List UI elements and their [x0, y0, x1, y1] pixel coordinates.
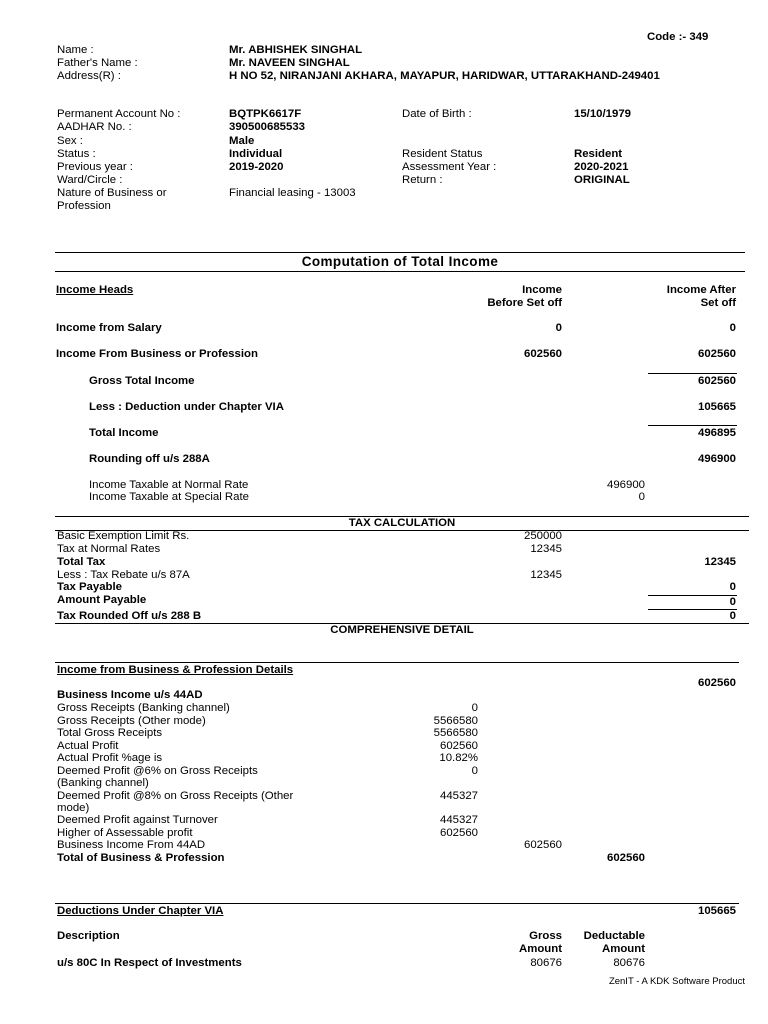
sex-label: Sex :	[57, 135, 83, 147]
actual-profit-value: 602560	[439, 740, 478, 752]
business-before-value: 602560	[523, 348, 562, 360]
total-tax-label: Total Tax	[57, 556, 106, 568]
pan-label: Permanent Account No :	[57, 108, 181, 120]
divider-line	[55, 903, 739, 904]
normal-tax-value: 12345	[530, 543, 562, 555]
normal-rate-value: 496900	[606, 479, 645, 491]
gross-total-income-label: Gross Total Income	[89, 375, 195, 387]
exemption-label: Basic Exemption Limit Rs.	[57, 530, 190, 542]
deemed6-value: 0	[471, 765, 478, 777]
resident-status-label: Resident Status	[402, 148, 483, 160]
code-number: Code :- 349	[647, 31, 709, 43]
deduction-80c-label: u/s 80C In Respect of Investments	[57, 957, 242, 969]
actual-profit-label: Actual Profit	[57, 740, 119, 752]
nature-label-line2: Profession	[57, 200, 111, 212]
tax-calculation-title: TAX CALCULATION	[348, 517, 456, 529]
deductions-total: 105665	[697, 905, 736, 917]
higher-profit-value: 602560	[439, 827, 478, 839]
gross-total-income-value: 602560	[697, 375, 736, 387]
status-label: Status :	[57, 148, 96, 160]
previous-year-label: Previous year :	[57, 161, 133, 173]
dob-label: Date of Birth :	[402, 108, 472, 120]
tax-payable-value: 0	[729, 581, 736, 593]
divider-line	[55, 662, 739, 663]
total-gross-value: 5566580	[433, 727, 478, 739]
nature-label-line1: Nature of Business or	[57, 187, 167, 199]
divider-line	[55, 271, 745, 272]
computation-title: Computation of Total Income	[301, 254, 499, 269]
total-bp-value: 602560	[606, 852, 645, 864]
profit-percent-label: Actual Profit %age is	[57, 752, 163, 764]
other-receipts-label: Gross Receipts (Other mode)	[57, 715, 206, 727]
normal-tax-label: Tax at Normal Rates	[57, 543, 161, 555]
business-details-title: Income from Business & Profession Details	[57, 664, 294, 676]
father-value: Mr. NAVEEN SINGHAL	[229, 57, 350, 69]
special-rate-label: Income Taxable at Special Rate	[89, 491, 249, 503]
sum-line	[648, 425, 737, 426]
total-tax-value: 12345	[704, 556, 736, 568]
status-value: Individual	[229, 148, 283, 160]
deemed8-label-line1: Deemed Profit @8% on Gross Receipts (Other	[57, 790, 294, 802]
rebate-label: Less : Tax Rebate u/s 87A	[57, 569, 190, 581]
deemed6-label-line2: (Banking channel)	[57, 777, 149, 789]
rebate-value: 12345	[530, 569, 562, 581]
tax-rounded-label: Tax Rounded Off u/s 288 B	[57, 610, 202, 622]
dob-value: 15/10/1979	[574, 108, 632, 120]
rounding-value: 496900	[697, 453, 736, 465]
banking-receipts-value: 0	[471, 702, 478, 714]
deductable-amount-header-line2: Amount	[601, 943, 645, 955]
profit-percent-value: 10.82%	[439, 752, 478, 764]
deemed8-label-line2: mode)	[57, 802, 90, 814]
income-after-setoff-header-line2: Set off	[700, 297, 736, 309]
turnover-label: Deemed Profit against Turnover	[57, 814, 218, 826]
name-label: Name :	[57, 44, 94, 56]
deduction-label: Less : Deduction under Chapter VIA	[89, 401, 284, 413]
banking-receipts-label: Gross Receipts (Banking channel)	[57, 702, 230, 714]
amount-payable-label: Amount Payable	[57, 594, 147, 606]
total-gross-label: Total Gross Receipts	[57, 727, 163, 739]
name-value: Mr. ABHISHEK SINGHAL	[229, 44, 363, 56]
address-value: H NO 52, NIRANJANI AKHARA, MAYAPUR, HARIDWAR, UTTARAKHAND-249401	[229, 70, 660, 82]
total-income-value: 496895	[697, 427, 736, 439]
business-after-value: 602560	[697, 348, 736, 360]
address-label: Address(R) :	[57, 70, 121, 82]
father-label: Father's Name :	[57, 57, 138, 69]
income-heads-label: Income Heads	[56, 284, 134, 296]
footer-credit: ZenIT - A KDK Software Product	[608, 976, 745, 987]
deduction-value: 105665	[697, 401, 736, 413]
return-label: Return :	[402, 174, 443, 186]
rounding-label: Rounding off u/s 288A	[89, 453, 210, 465]
income-after-setoff-header-line1: Income After	[666, 284, 736, 296]
sex-value: Male	[229, 135, 255, 147]
tax-payable-label: Tax Payable	[57, 581, 123, 593]
tax-rounded-value: 0	[729, 610, 736, 622]
turnover-value: 445327	[439, 814, 478, 826]
salary-before-value: 0	[555, 322, 562, 334]
assessment-year-value: 2020-2021	[574, 161, 629, 173]
deductions-title: Deductions Under Chapter VIA	[57, 905, 224, 917]
salary-after-value: 0	[729, 322, 736, 334]
ward-label: Ward/Circle :	[57, 174, 123, 186]
aadhar-value: 390500685533	[229, 121, 306, 133]
amount-payable-value: 0	[729, 596, 736, 608]
salary-label: Income from Salary	[56, 322, 162, 334]
description-header: Description	[57, 930, 120, 942]
sum-line	[648, 373, 737, 374]
aadhar-label: AADHAR No. :	[57, 121, 132, 133]
business-44ad-label: Business Income u/s 44AD	[57, 689, 203, 701]
comprehensive-detail-title: COMPREHENSIVE DETAIL	[330, 624, 474, 636]
nature-value: Financial leasing - 13003	[229, 187, 356, 199]
divider-line	[55, 252, 745, 253]
income-44ad-value: 602560	[523, 839, 562, 851]
gross-amount-header-line2: Amount	[518, 943, 562, 955]
business-details-total: 602560	[697, 677, 736, 689]
higher-profit-label: Higher of Assessable profit	[57, 827, 193, 839]
deduction-80c-gross: 80676	[530, 957, 562, 969]
previous-year-value: 2019-2020	[229, 161, 284, 173]
resident-status-value: Resident	[574, 148, 623, 160]
deductable-amount-header-line1: Deductable	[583, 930, 645, 942]
income-before-setoff-header-line1: Income	[522, 284, 562, 296]
gross-amount-header-line1: Gross	[529, 930, 562, 942]
return-value: ORIGINAL	[574, 174, 630, 186]
assessment-year-label: Assessment Year :	[402, 161, 497, 173]
other-receipts-value: 5566580	[433, 715, 478, 727]
total-bp-label: Total of Business & Profession	[57, 852, 225, 864]
deduction-80c-deductable: 80676	[613, 957, 645, 969]
deemed8-value: 445327	[439, 790, 478, 802]
income-before-setoff-header-line2: Before Set off	[487, 297, 562, 309]
normal-rate-label: Income Taxable at Normal Rate	[89, 479, 249, 491]
income-44ad-label: Business Income From 44AD	[57, 839, 206, 851]
deemed6-label-line1: Deemed Profit @6% on Gross Receipts	[57, 765, 258, 777]
pan-value: BQTPK6617F	[229, 108, 302, 120]
special-rate-value: 0	[638, 491, 645, 503]
total-income-label: Total Income	[89, 427, 159, 439]
business-income-label: Income From Business or Profession	[56, 348, 258, 360]
exemption-value: 250000	[523, 530, 562, 542]
